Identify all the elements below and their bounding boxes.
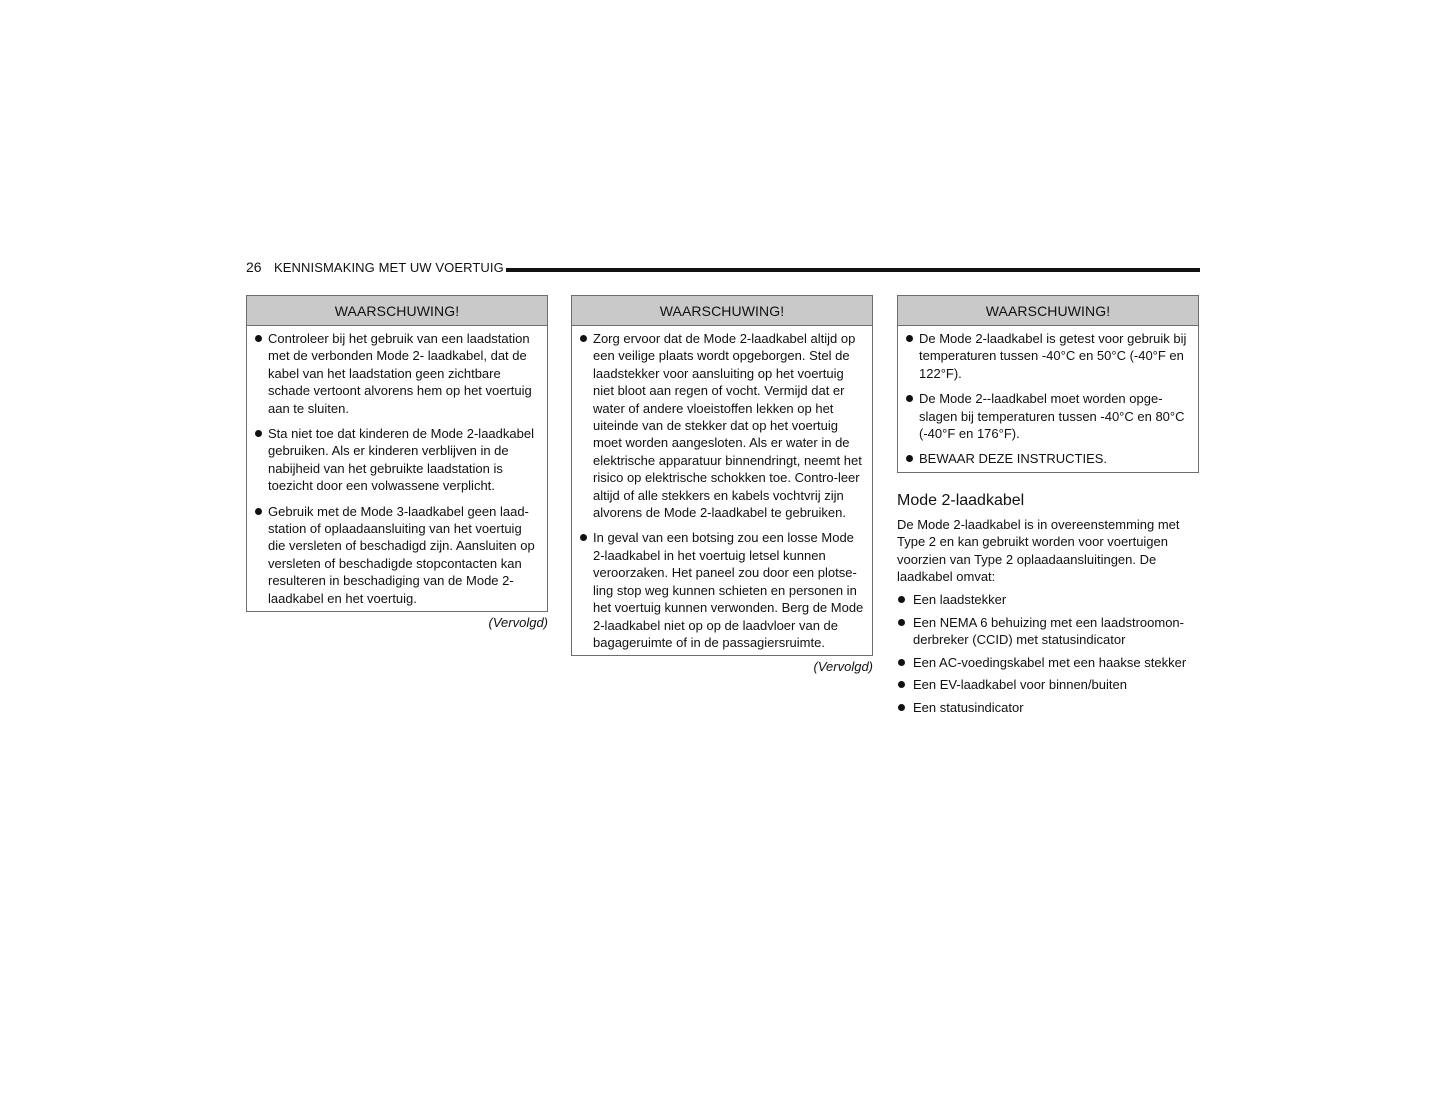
warning-title: WAARSCHUWING! [247, 296, 547, 326]
intro-paragraph: De Mode 2-laadkabel is in overeenstemming met Type 2 en kan gebruikt worden voor voertuigen voorzien van Type 2 oplaadaansluitingen. De laadkabel omvat: [897, 516, 1180, 585]
page-number: 26 [246, 259, 262, 275]
list-item: Een AC-voedingskabel met een haakse stekker [897, 654, 1199, 671]
list-item: Een NEMA 6 behuizing met een laadstroomon-derbreker (CCID) met statusindicator [897, 614, 1199, 649]
warning-list [898, 326, 1198, 472]
warning-item: De Mode 2-laadkabel is getest voor gebruik bij temperaturen tussen -40°C en 50°C (-40°F en 122°F). [906, 330, 1192, 382]
subsection-heading: Mode 2-laadkabel [897, 491, 1025, 509]
column-3 [897, 295, 1199, 721]
warning-item: Sta niet toe dat kinderen de Mode 2-laadkabel gebruiken. Als er kinderen verblijven in de nabijheid van het gebruikte laadstation is toezicht door een volwassene verplicht. [255, 425, 541, 495]
warning-list [572, 326, 872, 655]
warning-box [571, 295, 873, 656]
warning-item: Controleer bij het gebruik van een laadstation met de verbonden Mode 2- laadkabel, dat de kabel van het laadstation geen zichtbare schade vertoont alvorens hem op het voertuig aan te sluiten. [255, 330, 541, 417]
list-item: Een laadstekker [897, 591, 1199, 608]
warning-item: De Mode 2--laadkabel moet worden opge-slagen bij temperaturen tussen -40°C en 80°C (-40°F en 176°F). [906, 390, 1192, 442]
section-title: KENNISMAKING MET UW VOERTUIG [274, 260, 504, 275]
list-item: Een EV-laadkabel voor binnen/buiten [897, 676, 1199, 693]
column-2 [571, 295, 873, 674]
header-rule [506, 268, 1200, 272]
warning-box [246, 295, 548, 612]
contents-list [897, 591, 1199, 715]
continued-note: (Vervolgd) [488, 615, 548, 631]
warning-list [247, 326, 547, 611]
warning-item: Zorg ervoor dat de Mode 2-laadkabel altijd op een veilige plaats wordt opgeborgen. Stel de laadstekker voor aansluiting op het voertuig niet bloot aan regen of vocht. Vermijd dat er water of andere vloeistoffen lekken op het uiteinde van de stekker dat op het voertuig moet worden aangesloten. Als er water in de elektrische apparatuur binnendringt, neemt het risico op elektrische schokken toe. Contro-leer altijd of alle stekkers en kabels vochtvrij zijn alvorens de Mode 2-laadkabel te gebruiken. [580, 330, 866, 521]
continued-note: (Vervolgd) [813, 659, 873, 675]
warning-item: BEWAAR DEZE INSTRUCTIES. [906, 450, 1192, 467]
warning-item: In geval van een botsing zou een losse Mode 2-laadkabel in het voertuig letsel kunnen veroorzaken. Het paneel zou door een plotse-ling stop weg kunnen schieten en personen in het voertuig kunnen verwonden. Berg de Mode 2-laadkabel niet op op de laadvloer van de bagageruimte of in de passagiersruimte. [580, 529, 866, 651]
warning-item: Gebruik met de Mode 3-laadkabel geen laad-station of oplaadaansluiting van het voertuig die versleten of beschadigd zijn. Aansluiten op versleten of beschadigde stopcontacten kan resulteren in beschadiging van de Mode 2-laadkabel en het voertuig. [255, 503, 541, 607]
warning-title: WAARSCHUWING! [898, 296, 1198, 326]
column-1 [246, 295, 548, 630]
page-header [246, 258, 1200, 278]
warning-title: WAARSCHUWING! [572, 296, 872, 326]
list-item: Een statusindicator [897, 699, 1199, 716]
warning-box [897, 295, 1199, 473]
